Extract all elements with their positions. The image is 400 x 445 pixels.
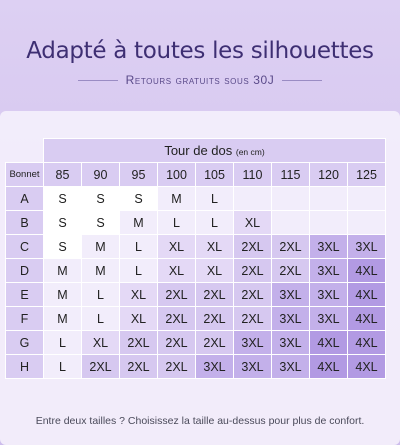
column-header: 95 (120, 163, 158, 187)
column-header: 90 (82, 163, 120, 187)
size-cell: L (196, 211, 234, 235)
table-corner (6, 139, 44, 163)
size-cell: M (44, 259, 82, 283)
size-cell: S (120, 187, 158, 211)
size-cell: S (82, 211, 120, 235)
size-cell: 4XL (348, 355, 386, 379)
table-row (6, 211, 386, 235)
size-cell: 3XL (272, 331, 310, 355)
subtitle-row (0, 72, 400, 88)
size-cell (272, 187, 310, 211)
size-cell: XL (234, 211, 272, 235)
tour-de-dos-header (44, 139, 386, 163)
size-cell: S (44, 235, 82, 259)
size-cell: 2XL (120, 331, 158, 355)
row-header: D (6, 259, 44, 283)
size-cell: L (120, 259, 158, 283)
size-cell: 2XL (234, 283, 272, 307)
size-cell: 2XL (234, 235, 272, 259)
column-header: 100 (158, 163, 196, 187)
row-header: E (6, 283, 44, 307)
size-cell: 3XL (272, 355, 310, 379)
column-header: 105 (196, 163, 234, 187)
footer-note: Entre deux tailles ? Choisissez la taille au-dessus pour plus de confort. (35, 415, 365, 427)
size-cell: XL (196, 235, 234, 259)
row-header: F (6, 307, 44, 331)
size-cell: 3XL (234, 355, 272, 379)
table-row (6, 187, 386, 211)
size-cell: S (82, 187, 120, 211)
size-cell: 4XL (348, 259, 386, 283)
size-cell: 3XL (310, 235, 348, 259)
column-header: 85 (44, 163, 82, 187)
size-cell: 4XL (348, 283, 386, 307)
size-cell: 3XL (272, 283, 310, 307)
table-row (6, 283, 386, 307)
size-cell (348, 187, 386, 211)
divider-left (78, 80, 118, 81)
size-cell: 3XL (234, 331, 272, 355)
table-row (6, 235, 386, 259)
tour-de-dos-label: Tour de dos (164, 143, 236, 158)
column-header: 125 (348, 163, 386, 187)
size-cell: 2XL (234, 307, 272, 331)
size-cell: 2XL (158, 331, 196, 355)
size-cell: 4XL (348, 307, 386, 331)
column-header: 120 (310, 163, 348, 187)
size-cell: L (120, 235, 158, 259)
column-header: 115 (272, 163, 310, 187)
size-cell: 2XL (272, 259, 310, 283)
table-row (6, 259, 386, 283)
size-cell: S (44, 211, 82, 235)
size-cell: 2XL (196, 331, 234, 355)
size-cell: 3XL (310, 307, 348, 331)
table-row (6, 355, 386, 379)
size-cell: 2XL (120, 355, 158, 379)
size-cell: L (44, 355, 82, 379)
size-cell (272, 211, 310, 235)
row-header: A (6, 187, 44, 211)
size-cell: 2XL (158, 283, 196, 307)
size-cell: 2XL (272, 235, 310, 259)
size-cell: XL (120, 307, 158, 331)
size-cell (310, 211, 348, 235)
size-cell: L (158, 211, 196, 235)
size-cell: M (82, 235, 120, 259)
row-header: B (6, 211, 44, 235)
size-cell: 3XL (348, 235, 386, 259)
row-header: H (6, 355, 44, 379)
size-cell: 2XL (82, 355, 120, 379)
size-cell: 4XL (310, 331, 348, 355)
size-cell: L (44, 331, 82, 355)
table-row (6, 331, 386, 355)
column-header-row (6, 163, 386, 187)
size-chart-table (5, 138, 386, 379)
header-row (6, 139, 386, 163)
subtitle: Retours gratuits sous 30J (125, 73, 275, 87)
size-cell: 3XL (310, 259, 348, 283)
table-row (6, 307, 386, 331)
size-cell (234, 187, 272, 211)
size-cell: XL (158, 259, 196, 283)
size-cell: L (196, 187, 234, 211)
size-cell: L (82, 307, 120, 331)
row-header: G (6, 331, 44, 355)
size-cell: XL (120, 283, 158, 307)
column-header: 110 (234, 163, 272, 187)
size-cell (310, 187, 348, 211)
size-cell: L (82, 283, 120, 307)
size-cell: 4XL (348, 331, 386, 355)
size-cell: 3XL (272, 307, 310, 331)
size-cell: XL (82, 331, 120, 355)
size-cell: 2XL (234, 259, 272, 283)
row-header: C (6, 235, 44, 259)
size-cell: 3XL (310, 283, 348, 307)
size-cell: 2XL (158, 355, 196, 379)
size-cell: M (44, 283, 82, 307)
size-cell: 2XL (196, 307, 234, 331)
size-cell: M (82, 259, 120, 283)
size-cell: XL (158, 235, 196, 259)
size-cell: 3XL (196, 355, 234, 379)
size-cell: XL (196, 259, 234, 283)
page-title: Adapté à toutes les silhouettes (26, 38, 374, 64)
size-cell: 4XL (310, 355, 348, 379)
size-cell: M (44, 307, 82, 331)
size-cell: 2XL (158, 307, 196, 331)
size-cell: 2XL (196, 283, 234, 307)
size-cell: M (120, 211, 158, 235)
divider-right (282, 80, 322, 81)
size-cell: M (158, 187, 196, 211)
size-cell (348, 211, 386, 235)
size-cell: S (44, 187, 82, 211)
unit-label: (en cm) (235, 147, 265, 157)
bonnet-label: Bonnet (6, 163, 44, 187)
